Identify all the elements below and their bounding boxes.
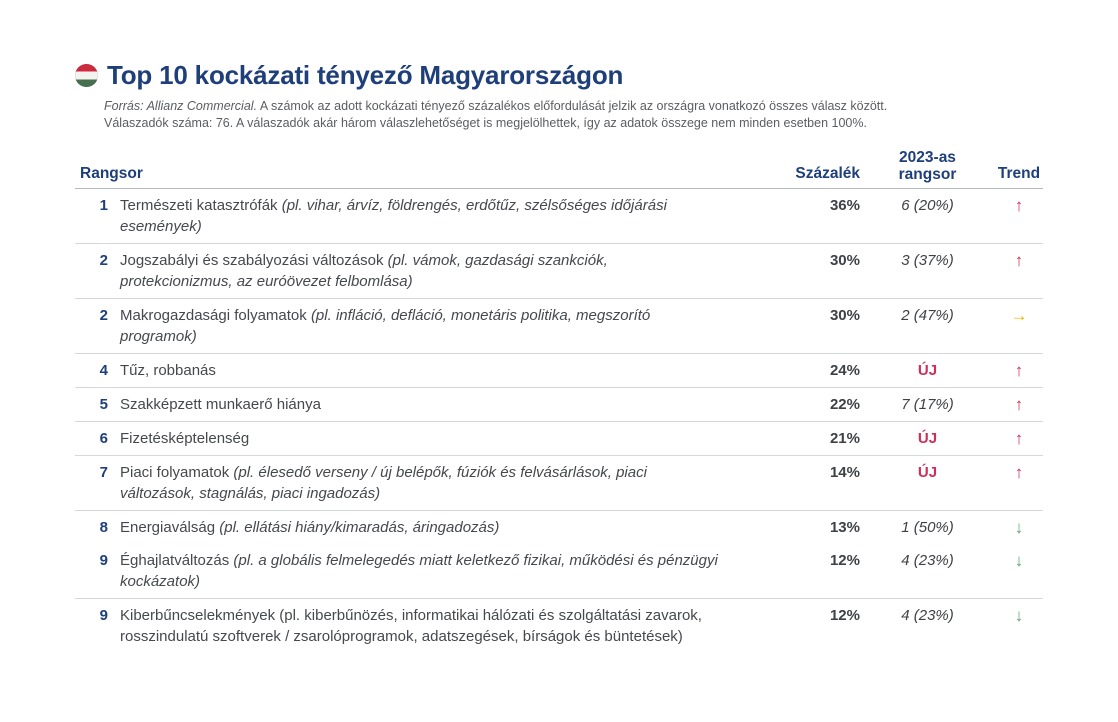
risk-name: Kiberbűncselekmények [120, 607, 280, 624]
risk-cell [120, 305, 720, 347]
source-label: Forrás: Allianz Commercial. [104, 99, 258, 113]
column-header-trend: Trend [997, 165, 1041, 182]
risk-name: Tűz, robbanás [120, 362, 216, 379]
risk-detail: (pl. vihar, árvíz, földrengés, erdőtűz, szélsőséges időjárási események) [120, 197, 667, 235]
risk-detail: (pl. vámok, gazdasági szankciók, protekcionizmus, az euróövezet felbomlása) [120, 252, 608, 290]
risk-name: Szakképzett munkaerő hiánya [120, 396, 321, 413]
source-note-line2: Válaszadók száma: 76. A válaszadók akár három válaszlehetőséget is megjelölhettek, így az adatok összege nem minden esetben 100%. [104, 116, 867, 130]
table-row [75, 544, 1043, 599]
rank-cell: 7 [99, 464, 108, 481]
prev-rank-cell: 1 (50%) [901, 519, 954, 536]
rank-cell: 2 [99, 307, 108, 324]
percent-cell: 30% [829, 252, 860, 269]
prev-rank-cell: 2 (47%) [901, 307, 954, 324]
rank-cell: 8 [99, 519, 108, 536]
risk-name: Energiaválság [120, 519, 220, 536]
prev-rank-cell: 6 (20%) [901, 197, 954, 214]
title-row [75, 60, 1043, 91]
table-row [75, 511, 1043, 544]
table-row [75, 354, 1043, 388]
percent-cell: 22% [829, 396, 860, 413]
page-title: Top 10 kockázati tényező Magyarországon [107, 60, 624, 90]
percent-cell: 36% [829, 197, 860, 214]
trend-arrow-icon: ↓ [1014, 551, 1024, 570]
rank-cell: 9 [99, 552, 108, 569]
source-note-line1 [104, 98, 1043, 115]
risk-detail: (pl. kiberbűnözés, informatikai hálózati és szolgáltatási zavarok, rosszindulatú szoftverek / zsarolóprogramok, adatszegések, bírságok és büntetések) [120, 607, 702, 645]
prev-rank-cell: ÚJ [917, 430, 938, 447]
rank-cell: 9 [99, 607, 108, 624]
trend-arrow-icon: ↑ [1014, 429, 1024, 448]
table-header-row [75, 149, 1043, 189]
risk-detail: (pl. a globális felmelegedés miatt keletkező fizikai, működési és pénzügyi kockázatok) [120, 552, 718, 590]
risk-cell [120, 517, 720, 538]
percent-cell: 13% [829, 519, 860, 536]
prev-rank-cell: 4 (23%) [901, 607, 954, 624]
hungary-flag-icon [75, 64, 98, 87]
table-body [75, 189, 1043, 653]
prev-rank-cell: ÚJ [917, 464, 938, 481]
trend-arrow-icon: ↑ [1014, 395, 1024, 414]
prev-rank-cell: 7 (17%) [901, 396, 954, 413]
risk-name: Éghajlatváltozás [120, 552, 234, 569]
column-header-prev-rank-line1: 2023-as [899, 149, 956, 166]
rank-cell: 1 [99, 197, 108, 214]
risk-name: Természeti katasztrófák [120, 197, 282, 214]
trend-arrow-icon: ↓ [1014, 518, 1024, 537]
risk-cell [120, 462, 720, 504]
risk-detail: (pl. ellátási hiány/kimaradás, áringadozás) [219, 519, 500, 536]
table-row [75, 456, 1043, 511]
percent-cell: 24% [829, 362, 860, 379]
prev-rank-cell: ÚJ [917, 362, 938, 379]
percent-cell: 12% [829, 552, 860, 569]
trend-arrow-icon: ↑ [1014, 361, 1024, 380]
risk-detail: (pl. élesedő verseny / új belépők, fúziók és felvásárlások, piaci változások, stagnálás, piaci ingadozás) [120, 464, 647, 502]
rank-cell: 6 [99, 430, 108, 447]
percent-cell: 30% [829, 307, 860, 324]
rank-cell: 5 [99, 396, 108, 413]
column-header-prev-rank [860, 149, 995, 183]
percent-cell: 12% [829, 607, 860, 624]
table-row [75, 388, 1043, 422]
source-note [104, 98, 1043, 132]
risk-cell [120, 250, 720, 292]
risk-cell [120, 360, 720, 381]
source-line1-rest: A számok az adott kockázati tényező százalékos előfordulását jelzik az országra vonatkozó összes válasz között. [257, 99, 888, 113]
risk-name: Makrogazdasági folyamatok [120, 307, 311, 324]
risk-name: Fizetésképtelenség [120, 430, 250, 447]
column-header-percent: Százalék [795, 165, 860, 182]
table-row [75, 299, 1043, 354]
risk-name: Jogszabályi és szabályozási változások [120, 252, 388, 269]
percent-cell: 21% [829, 430, 860, 447]
risk-name: Piaci folyamatok [120, 464, 234, 481]
trend-arrow-icon: ↓ [1014, 606, 1024, 625]
percent-cell: 14% [829, 464, 860, 481]
table-row [75, 189, 1043, 244]
table-row [75, 244, 1043, 299]
risk-cell [120, 428, 720, 449]
risk-cell [120, 394, 720, 415]
risk-detail: (pl. infláció, defláció, monetáris politika, megszorító programok) [120, 307, 651, 345]
risk-cell [120, 195, 720, 237]
trend-arrow-icon: → [1010, 306, 1028, 325]
trend-arrow-icon: ↑ [1014, 251, 1024, 270]
risk-cell [120, 550, 720, 592]
column-header-rank: Rangsor [80, 165, 143, 182]
prev-rank-cell: 4 (23%) [901, 552, 954, 569]
rank-cell: 4 [99, 362, 108, 379]
prev-rank-cell: 3 (37%) [901, 252, 954, 269]
trend-arrow-icon: ↑ [1014, 463, 1024, 482]
risk-cell [120, 605, 720, 647]
column-header-prev-rank-line2: rangsor [898, 166, 957, 183]
trend-arrow-icon: ↑ [1014, 196, 1024, 215]
rank-cell: 2 [99, 252, 108, 269]
table-row [75, 422, 1043, 456]
table-row [75, 599, 1043, 653]
